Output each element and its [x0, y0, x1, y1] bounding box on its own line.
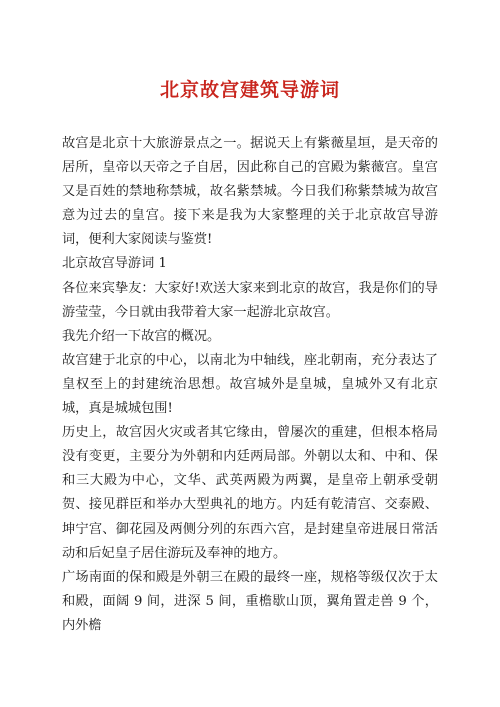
section-heading: 北京故宫导游词 1 [62, 256, 167, 272]
document-body [62, 132, 438, 638]
document-title: 北京故宫建筑导游词 [159, 79, 340, 101]
paragraph-history: 历史上，故宫因火灾或者其它缘由，曾屡次的重建，但根本格局没有变更，主要分为外朝和内廷两局部。外朝以太和、中和、保和三大殿为中心，文华、武英两殿为两翼，是皇帝上朝承受朝贺、接见群臣和举办大型典礼的地方。内廷有乾清宫、交泰殿、坤宁宫、御花园及两侧分列的东西六宫，是封建皇帝进展日常活动和后妃皇子居住游玩及奉神的地方。 [62, 425, 438, 561]
paragraph-greeting: 各位来宾挚友：大家好!欢送大家来到北京的故宫，我是你们的导游莹莹，今日就由我带着大家一起游北京故宫。 [62, 280, 438, 320]
paragraph-intro: 故宫是北京十大旅游景点之一。据说天上有紫薇星垣，是天帝的居所，皇帝以天帝之子自居，因此称自己的宫殿为紫薇宫。皇宫又是百姓的禁地称禁城，故名紫禁城。今日我们称紫禁城为故宫意为过去的皇宫。接下来是我为大家整理的关于北京故宫导游词，便利大家阅读与鉴赏! [62, 136, 438, 248]
paragraph-location: 故宫建于北京的中心，以南北为中轴线，座北朝南，充分表达了皇权至上的封建统治思想。故宫城外是皇城，皇城外又有北京城，真是城城包围! [62, 352, 438, 417]
paragraph-baohe-hall: 广场南面的保和殿是外朝三在殿的最终一座，规格等级仅次于太和殿，面阔 9 间，进深 5 间，重檐歇山顶，翼角置走兽 9 个，内外檐 [62, 569, 438, 633]
paragraph-overview-intro: 我先介绍一下故宫的概况。 [62, 328, 221, 344]
